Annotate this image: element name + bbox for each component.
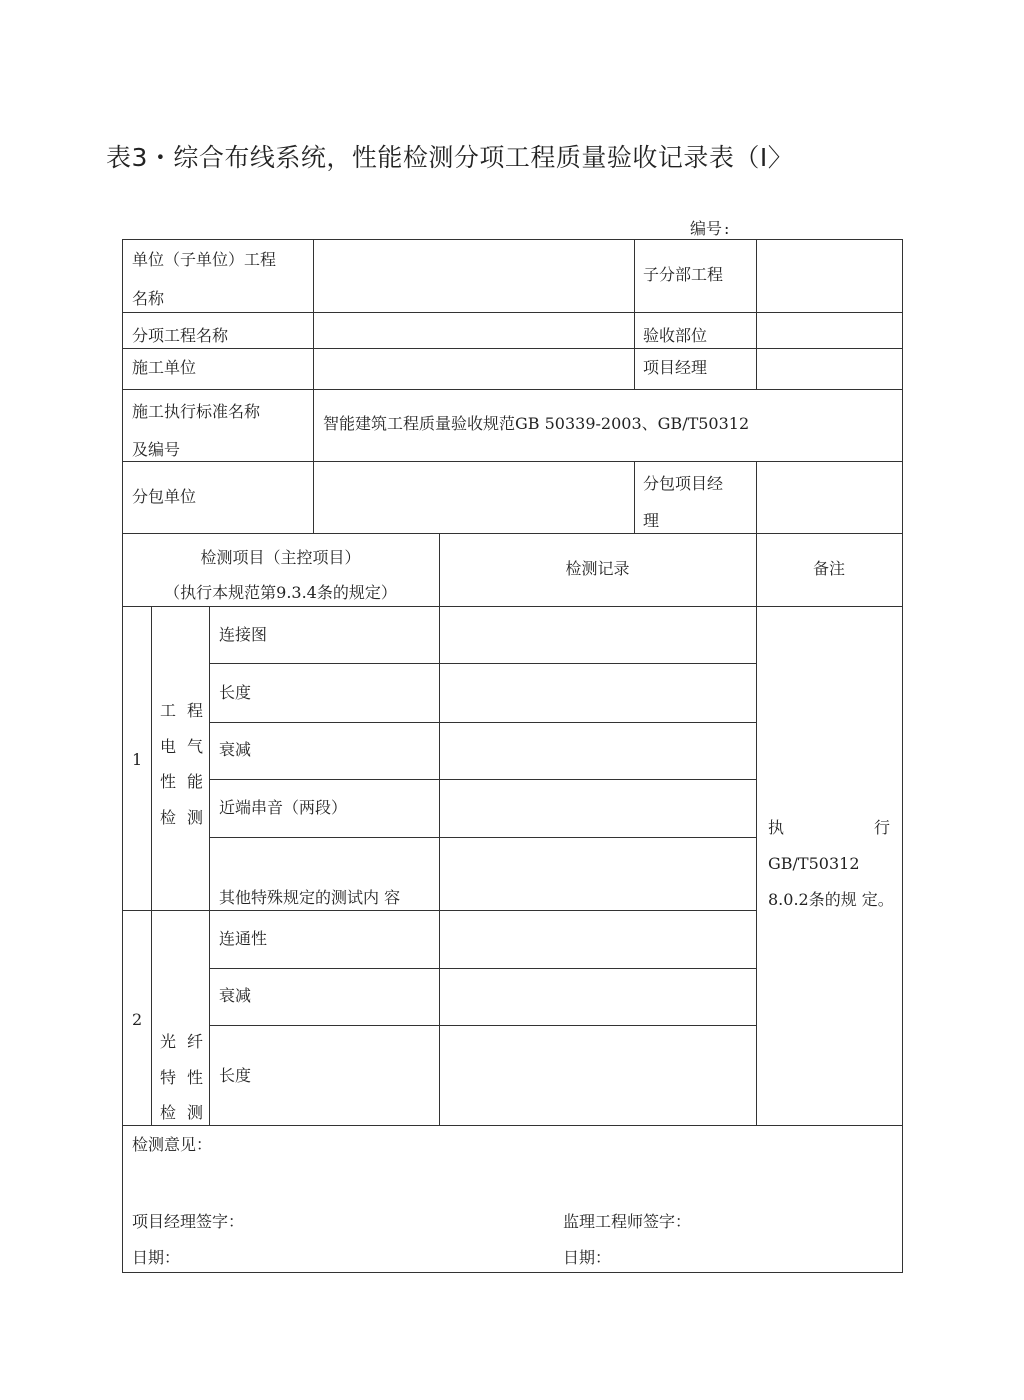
inspection-opinion-label: 检测意见： (132, 1135, 213, 1154)
pm-signature-label: 项目经理签字： (132, 1212, 245, 1231)
row-divider (122, 348, 903, 349)
test-item: 近端串音（两段） (219, 798, 348, 817)
group-label-char: 光 (160, 1032, 177, 1051)
item-divider (210, 779, 757, 780)
test-item: 连接图 (219, 625, 268, 644)
subitem-name-label: 分项工程名称 (132, 326, 229, 345)
group-label-char: 性 (187, 1068, 204, 1087)
test-item: 连通性 (219, 929, 268, 948)
test-item: 衰减 (219, 740, 252, 759)
row-divider (122, 606, 903, 607)
unit-project-label: 单位（子单位）工程 (132, 250, 277, 269)
sub-pm-label: 分包项目经 (643, 474, 724, 493)
supervisor-signature-label: 监理工程师签字： (563, 1212, 692, 1231)
row-divider (122, 1125, 903, 1126)
test-item: 长度 (219, 1066, 252, 1085)
item-column-header: 检测项目（主控项目） (200, 548, 361, 567)
col-divider (634, 461, 635, 533)
group-number: 2 (132, 1010, 143, 1029)
row-divider (122, 312, 903, 313)
remark-column-header: 备注 (812, 559, 845, 578)
page-title: 表3・综合布线系统，性能检测分项工程质量验收记录表（I〉 (106, 143, 794, 172)
subcontractor-label: 分包单位 (132, 487, 197, 506)
remark-text: 执 (768, 818, 785, 837)
table-border-top (122, 239, 903, 240)
remark-text: 8.0.2条的规 定。 (768, 890, 894, 909)
standard-label: 施工执行标准名称 (132, 402, 261, 421)
inspection-record-table (122, 239, 903, 1273)
col-divider (151, 606, 152, 1125)
sub-pm-label-2: 理 (643, 511, 660, 530)
group-label-char: 性 (160, 772, 177, 791)
group-label-char: 气 (187, 737, 204, 756)
date-label: 日期： (563, 1248, 612, 1267)
group-label-char: 检 (160, 808, 177, 827)
item-column-header-2: （执行本规范第9.3.4条的规定） (164, 583, 397, 602)
test-item: 衰减 (219, 986, 252, 1005)
test-item: 其他特殊规定的测试内 容 (219, 888, 401, 907)
group-label-char: 检 (160, 1103, 177, 1122)
sub-division-label: 子分部工程 (643, 265, 724, 284)
table-border-right (902, 239, 903, 1273)
group-label-char: 电 (160, 737, 177, 756)
col-divider (756, 533, 757, 1125)
test-item: 长度 (219, 683, 252, 702)
col-divider (439, 533, 440, 1125)
doc-number-colon: : (724, 219, 730, 238)
date-label: 日期： (132, 1248, 181, 1267)
group-label-char: 程 (187, 701, 204, 720)
item-divider (210, 837, 757, 838)
construction-unit-label: 施工单位 (132, 358, 197, 377)
col-divider (209, 606, 210, 1125)
col-divider (634, 239, 635, 389)
group-label-char: 测 (187, 808, 204, 827)
remark-text: 行 (874, 818, 891, 837)
item-divider (210, 722, 757, 723)
table-border-bottom (122, 1272, 903, 1273)
acceptance-part-label: 验收部位 (643, 326, 708, 345)
group-label-char: 纤 (187, 1032, 204, 1051)
group-label-char: 工 (160, 701, 177, 720)
group-label-char: 测 (187, 1103, 204, 1122)
unit-project-label-2: 名称 (132, 289, 165, 308)
table-border-left (122, 239, 123, 1273)
project-manager-label: 项目经理 (643, 358, 708, 377)
standard-label-2: 及编号 (132, 440, 181, 459)
row-divider (122, 533, 903, 534)
row-divider (122, 461, 903, 462)
standard-value: 智能建筑工程质量验收规范GB 50339-2003、GB/T50312 (323, 414, 750, 433)
col-divider (313, 239, 314, 533)
item-divider (210, 663, 757, 664)
doc-number-text: 编号 (690, 219, 723, 238)
group-label-char: 能 (187, 772, 204, 791)
group-number: 1 (132, 750, 143, 769)
group-label-char: 特 (160, 1068, 177, 1087)
doc-number-label (690, 216, 729, 239)
row-divider (122, 389, 903, 390)
col-divider (756, 461, 757, 533)
item-divider (210, 968, 757, 969)
item-divider (210, 1025, 757, 1026)
col-divider (756, 239, 757, 389)
remark-text: GB/T50312 (768, 854, 860, 873)
record-column-header: 检测记录 (565, 559, 630, 578)
